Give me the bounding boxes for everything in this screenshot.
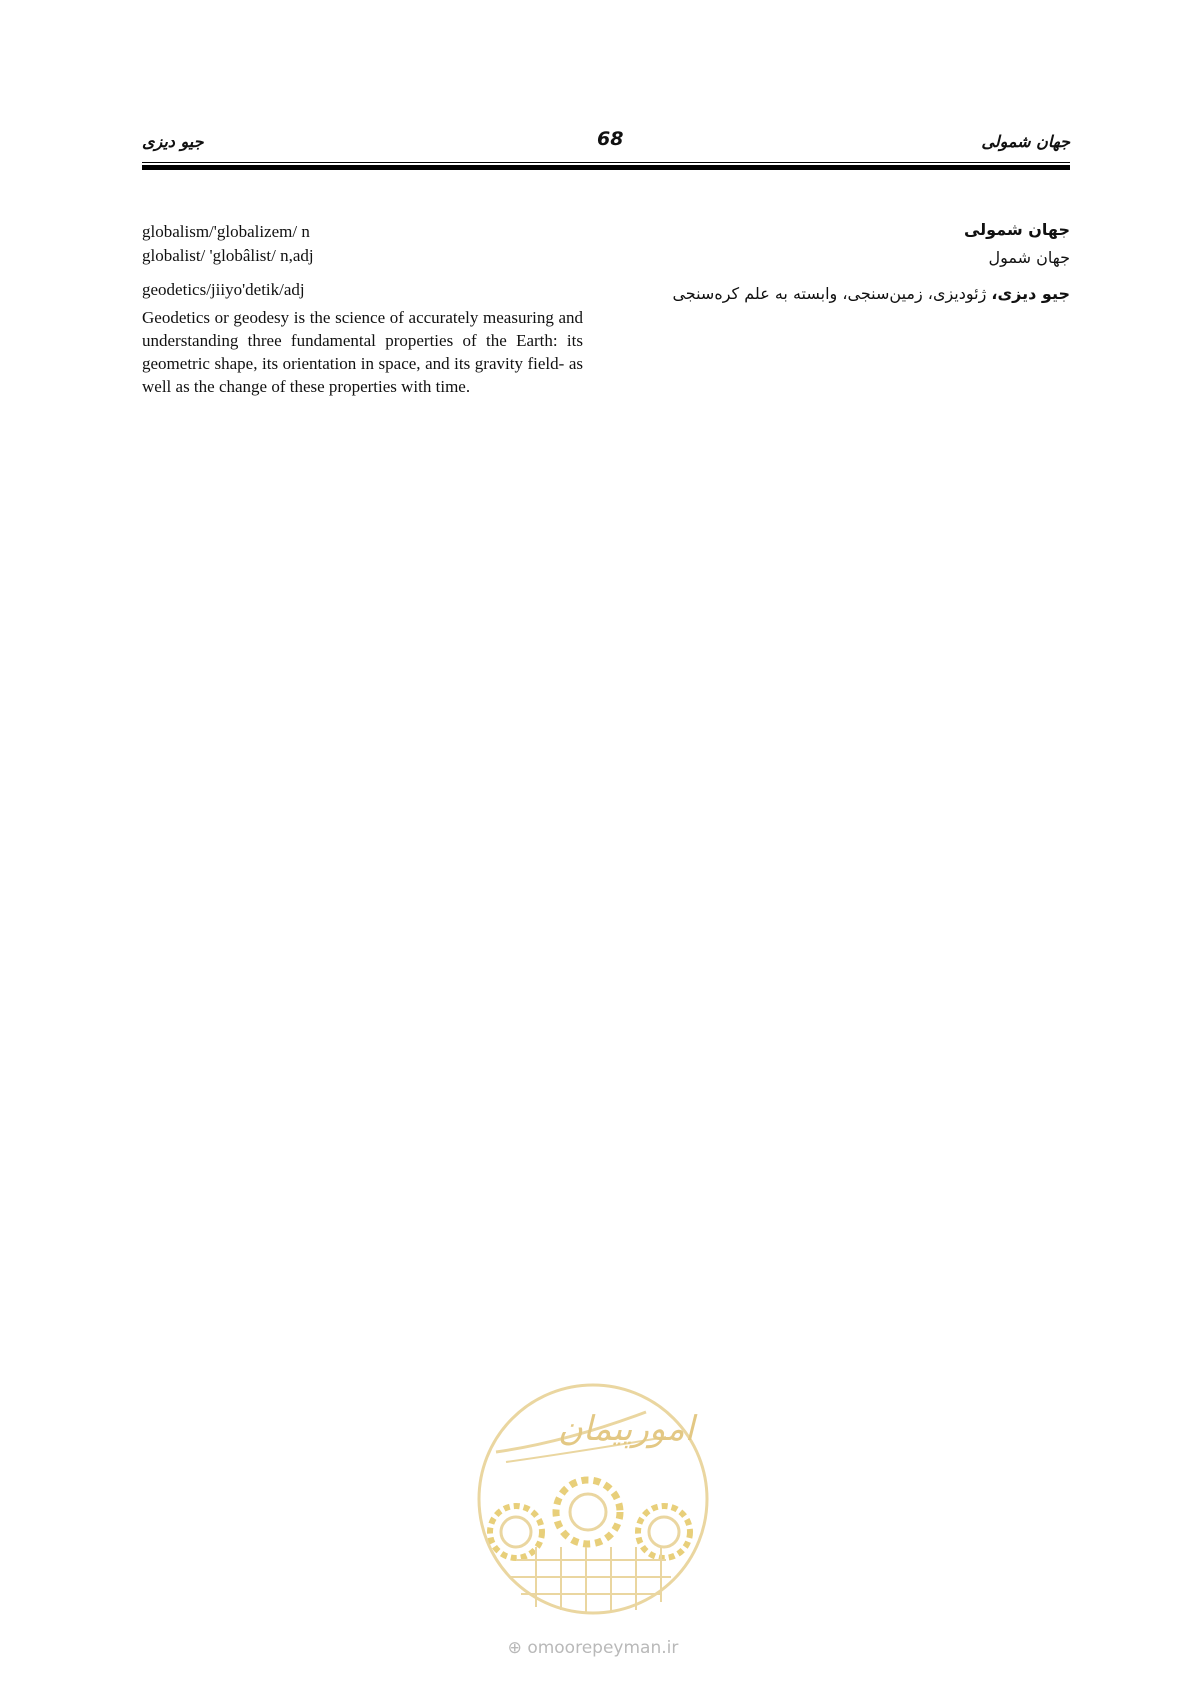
english-definition: Geodetics or geodesy is the science of accurately measuring and understanding three fundamental properties of the Earth: its geometric shape, its orientation in space, and its gravity field- as well as the change of these properties with time. — [142, 308, 583, 396]
english-entry-geodetics: geodetics/jiiyo'detik/adj — [142, 280, 305, 299]
english-entry-globalism: globalism/'globalizem/ n — [142, 222, 310, 241]
page-header — [142, 128, 1070, 158]
header-rule-thick — [142, 165, 1070, 170]
header-left-title: جیو دیزی — [142, 132, 204, 151]
persian-term-1: جهان شمولی — [963, 220, 1070, 239]
watermark-site-text: omoorepeyman.ir — [527, 1638, 679, 1658]
globe-icon: ⊕ — [507, 1638, 522, 1658]
watermark-site — [476, 1638, 710, 1658]
persian-column — [600, 216, 1070, 308]
english-entry-globalist: globalist/ 'globâlist/ n,adj — [142, 246, 314, 265]
header-right-title: جهان شمولی — [981, 132, 1070, 151]
english-column — [142, 220, 583, 398]
spacer — [142, 268, 583, 278]
spacer — [600, 272, 1070, 280]
persian-term-1-sub: جهان شمول — [988, 248, 1070, 267]
persian-term-2-body: ژئودیزی، زمین‌سنجی، وابسته به علم کره‌سنجی — [672, 284, 992, 303]
persian-term-2-head: جیو دیزی، — [991, 284, 1070, 303]
persian-term-2 — [600, 280, 1070, 308]
watermark-logo-text: امورپیمان — [557, 1409, 695, 1449]
header-rule-thin — [142, 162, 1070, 163]
page-number: 68 — [597, 128, 624, 150]
watermark-logo-icon — [476, 1382, 710, 1616]
